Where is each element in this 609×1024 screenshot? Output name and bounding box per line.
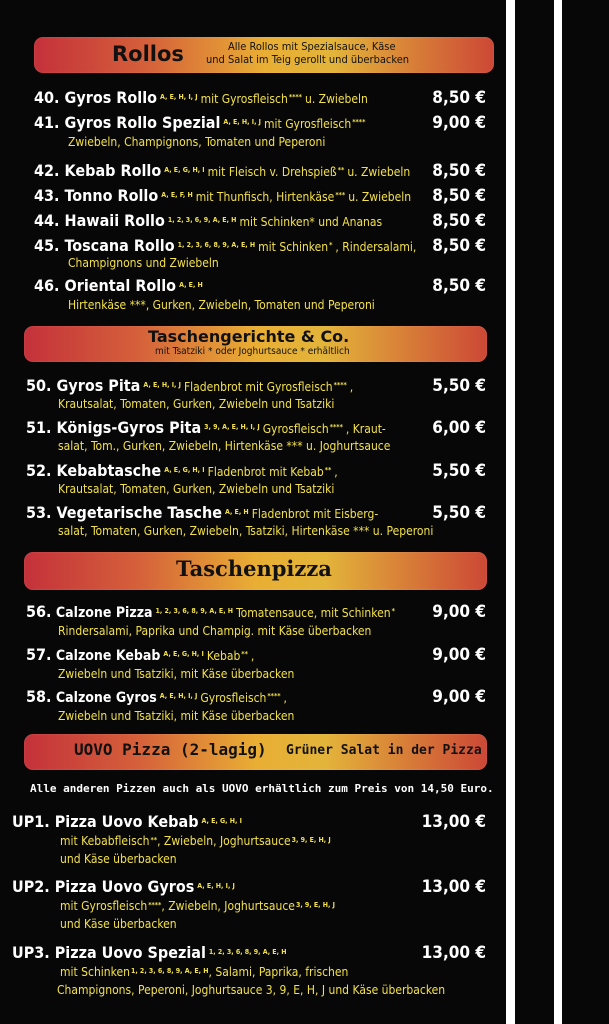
- item-description-cont: u. Zwiebeln: [347, 165, 411, 179]
- white-stripe-left: [506, 0, 515, 1024]
- additive-mark: 1, 2, 3, 6, 8, 9, A, E, H: [130, 967, 209, 975]
- item-name: Pizza Uovo Kebab: [54, 812, 199, 831]
- menu-item-line: [34, 88, 368, 109]
- allergen-codes: 3, 9, A, E, H, I, J: [204, 423, 260, 431]
- item-description-line2: Krautsalat, Tomaten, Gurken, Zwiebeln und Tsatziki: [58, 482, 335, 496]
- uovo-subtitle: Grüner Salat in der Pizza: [286, 743, 482, 758]
- item-number: 43.: [34, 186, 60, 205]
- item-description: mit Fleisch v. Drehspieß: [207, 165, 337, 179]
- additive-mark: ****: [267, 692, 281, 700]
- item-description-cont: ,: [334, 465, 338, 479]
- item-description: mit Schinken* und Ananas: [239, 215, 383, 229]
- item-number: 57.: [26, 645, 52, 664]
- allergen-codes: A, E, H, I, J: [160, 93, 198, 101]
- allergen-codes: 1, 2, 3, 6, 9, A, E, H: [167, 216, 237, 224]
- menu-item-line: [26, 376, 353, 397]
- item-price: 8,50 €: [432, 211, 486, 231]
- additive-mark: **: [241, 650, 248, 658]
- allergen-codes: A, E, H, I, J: [159, 692, 198, 700]
- item-name: Vegetarische Tasche: [56, 503, 222, 522]
- item-number: 45.: [34, 236, 60, 255]
- item-description-line2: [60, 899, 335, 914]
- allergen-codes: A, E, G, H, I: [201, 817, 242, 825]
- additive-mark: ****: [148, 901, 162, 909]
- item-description: Gyrosfleisch: [262, 422, 329, 436]
- item-description-line2: [60, 834, 331, 849]
- item-description-line3: und Käse überbacken: [60, 852, 177, 866]
- item-name: Calzone Gyros: [55, 690, 157, 706]
- taschenpizza-title: Taschenpizza: [176, 556, 332, 581]
- item-description-cont: , Kraut-: [345, 422, 386, 436]
- item-description-cont: ,: [250, 649, 255, 663]
- item-name: Oriental Rollo: [64, 276, 177, 295]
- item-number: 42.: [34, 161, 60, 180]
- menu-item-line: [34, 211, 382, 232]
- item-price: 8,50 €: [432, 161, 486, 181]
- rollos-subtitle-1: Alle Rollos mit Spezialsauce, Käse: [228, 40, 396, 53]
- item-name: Toscana Rollo: [64, 236, 175, 255]
- item-number: 51.: [26, 418, 52, 437]
- item-name: Calzone Pizza: [55, 605, 153, 621]
- allergen-codes: A, E, G, H, I: [164, 166, 205, 174]
- desc-part-a: mit Kebabfleisch: [60, 834, 150, 848]
- additive-mark: **: [337, 166, 345, 174]
- white-stripe-right: [554, 0, 562, 1024]
- item-price: 13,00 €: [421, 877, 486, 897]
- item-name: Kebabtasche: [56, 461, 162, 480]
- item-number: 58.: [26, 687, 52, 706]
- item-price: 6,00 €: [432, 418, 486, 438]
- item-name: Gyros Pita: [56, 376, 141, 395]
- item-price: 9,00 €: [432, 687, 486, 707]
- item-name: Gyros Rollo: [64, 88, 158, 107]
- item-price: 9,00 €: [432, 113, 486, 133]
- additive-mark: ****: [329, 423, 343, 431]
- menu-item-line: [26, 602, 395, 623]
- item-price: 13,00 €: [421, 812, 486, 832]
- additive-mark: ****: [333, 381, 347, 389]
- menu-item-line: [34, 276, 206, 296]
- additive-mark: **: [150, 836, 158, 844]
- item-number: 56.: [26, 602, 52, 621]
- menu-item-line: [34, 113, 365, 134]
- allergen-codes: A, E, H: [179, 281, 203, 289]
- item-number: 40.: [34, 88, 60, 107]
- item-description-line2: Krautsalat, Tomaten, Gurken, Zwiebeln und Tsatziki: [58, 397, 335, 411]
- rollos-subtitle-2: und Salat im Teig gerollt und überbacken: [206, 53, 410, 66]
- item-price: 9,00 €: [432, 645, 486, 665]
- item-description-line2: Champignons und Zwiebeln: [68, 256, 219, 270]
- taschen-subtitle: mit Tsatziki * oder Joghurtsauce * erhältlich: [155, 346, 350, 357]
- item-description-line2: salat, Tom., Gurken, Zwiebeln, Hirtenkäse *** u. Joghurtsauce: [58, 439, 391, 453]
- desc-part-a: mit Gyrosfleisch: [60, 899, 148, 913]
- desc-part-b: , Zwiebeln, Joghurtsauce: [157, 834, 291, 848]
- menu-item-line: [26, 418, 386, 439]
- item-number: UP3.: [12, 943, 50, 962]
- item-price: 5,50 €: [432, 503, 486, 523]
- desc-part-b: , Zwiebeln, Joghurtsauce: [161, 899, 295, 913]
- item-description-cont: u. Zwiebeln: [304, 92, 368, 106]
- item-number: 53.: [26, 503, 52, 522]
- item-price: 13,00 €: [421, 943, 486, 963]
- item-number: UP1.: [12, 812, 50, 831]
- rollos-title: Rollos: [112, 42, 184, 66]
- item-description-line2: Rindersalami, Paprika und Champig. mit Käse überbacken: [58, 624, 372, 638]
- item-number: 50.: [26, 376, 52, 395]
- allergen-codes: A, E, G, H, I: [163, 650, 204, 658]
- item-description: Gyrosfleisch: [200, 691, 267, 705]
- allergen-codes: 3, 9, E, H, J: [295, 901, 335, 909]
- item-number: 44.: [34, 211, 60, 230]
- item-description-line2: salat, Tomaten, Gurken, Zwiebeln, Tsatziki, Hirtenkäse *** u. Peperoni: [58, 524, 434, 538]
- item-description-cont: ,: [349, 380, 354, 394]
- item-description-cont: u. Zwiebeln: [348, 190, 412, 204]
- item-price: 9,00 €: [432, 602, 486, 622]
- uovo-note: Alle anderen Pizzen auch als UOVO erhältlich zum Preis von 14,50 Euro.: [30, 782, 494, 795]
- item-name: Pizza Uovo Gyros: [54, 877, 195, 896]
- menu-item-line: [34, 236, 416, 257]
- item-description: mit Gyrosfleisch: [264, 117, 352, 131]
- additive-mark: ****: [288, 93, 302, 101]
- item-name: Tonno Rollo: [64, 186, 159, 205]
- item-description: Fladenbrot mit Gyrosfleisch: [183, 380, 333, 394]
- item-price: 8,50 €: [432, 276, 486, 296]
- allergen-codes: A, E, H: [224, 508, 249, 516]
- allergen-codes: A, E, H, I, J: [197, 882, 235, 890]
- item-price: 5,50 €: [432, 376, 486, 396]
- item-description: Tomatensauce, mit Schinken: [236, 606, 391, 620]
- additive-mark: **: [324, 466, 332, 474]
- item-name: Kebab Rollo: [64, 161, 162, 180]
- item-description-line2: [60, 965, 348, 980]
- item-price: 5,50 €: [432, 461, 486, 481]
- item-description-line3: und Käse überbacken: [60, 917, 177, 931]
- item-number: UP2.: [12, 877, 50, 896]
- item-name: Hawaii Rollo: [64, 211, 165, 230]
- menu-item-line: [26, 461, 338, 482]
- item-price: 8,50 €: [432, 186, 486, 206]
- item-name: Calzone Kebab: [55, 648, 161, 664]
- item-description: Fladenbrot mit Kebab: [207, 465, 324, 479]
- menu-item-line: [26, 645, 254, 666]
- item-description: Fladenbrot mit Eisberg-: [251, 507, 379, 521]
- item-description-line2: Zwiebeln und Tsatziki, mit Käse überbacken: [58, 667, 295, 681]
- taschen-title: Taschengerichte & Co.: [148, 327, 350, 346]
- uovo-item-line: [12, 943, 289, 963]
- allergen-codes: A, E, H, I, J: [223, 118, 262, 126]
- menu-item-line: [34, 161, 410, 182]
- item-name: Pizza Uovo Spezial: [54, 943, 206, 962]
- item-description-line2: Zwiebeln, Champignons, Tomaten und Peperoni: [68, 135, 326, 149]
- item-description: mit Schinken: [258, 240, 329, 254]
- item-name: Königs-Gyros Pita: [56, 418, 202, 437]
- allergen-codes: A, E, G, H, I: [164, 466, 205, 474]
- item-description-line2: Zwiebeln und Tsatziki, mit Käse überbacken: [58, 709, 295, 723]
- item-description-cont: ,: [283, 691, 287, 705]
- additive-mark: ****: [352, 118, 366, 126]
- desc-part-b: , Salami, Paprika, frischen: [208, 965, 349, 979]
- item-number: 46.: [34, 276, 60, 295]
- additive-mark: ***: [335, 191, 346, 199]
- item-description-line3: Champignons, Peperoni, Joghurtsauce 3, 9, E, H, J und Käse überbacken: [57, 983, 446, 997]
- item-number: 52.: [26, 461, 52, 480]
- allergen-codes: A, E, F, H: [161, 191, 193, 199]
- item-description-line2: Hirtenkäse ***, Gurken, Zwiebeln, Tomaten und Peperoni: [68, 298, 375, 312]
- item-name: Gyros Rollo Spezial: [64, 113, 221, 132]
- item-number: 41.: [34, 113, 60, 132]
- menu-item-line: [26, 503, 378, 524]
- allergen-codes: 1, 2, 3, 6, 8, 9, A, E, H: [177, 241, 256, 249]
- item-price: 8,50 €: [432, 236, 486, 256]
- allergen-codes: 1, 2, 3, 6, 8, 9, A, E, H: [208, 948, 287, 956]
- uovo-title: UOVO Pizza (2-lagig): [74, 740, 267, 759]
- uovo-item-line: [12, 812, 245, 832]
- allergen-codes: A, E, H, I, J: [143, 381, 181, 389]
- additive-mark: *: [329, 241, 333, 249]
- item-description: mit Gyrosfleisch: [200, 92, 288, 106]
- item-description: mit Thunfisch, Hirtenkäse: [195, 190, 335, 204]
- menu-item-line: [34, 186, 411, 207]
- allergen-codes: 1, 2, 3, 6, 8, 9, A, E, H: [155, 607, 234, 615]
- menu-item-line: [26, 687, 287, 708]
- item-description-cont: , Rindersalami,: [335, 240, 417, 254]
- item-description: Kebab: [206, 649, 241, 663]
- desc-part-a: mit Schinken: [60, 965, 130, 979]
- item-price: 8,50 €: [432, 88, 486, 108]
- allergen-codes: 3, 9, E, H, J: [291, 836, 331, 844]
- additive-mark: *: [391, 607, 395, 615]
- uovo-item-line: [12, 877, 238, 897]
